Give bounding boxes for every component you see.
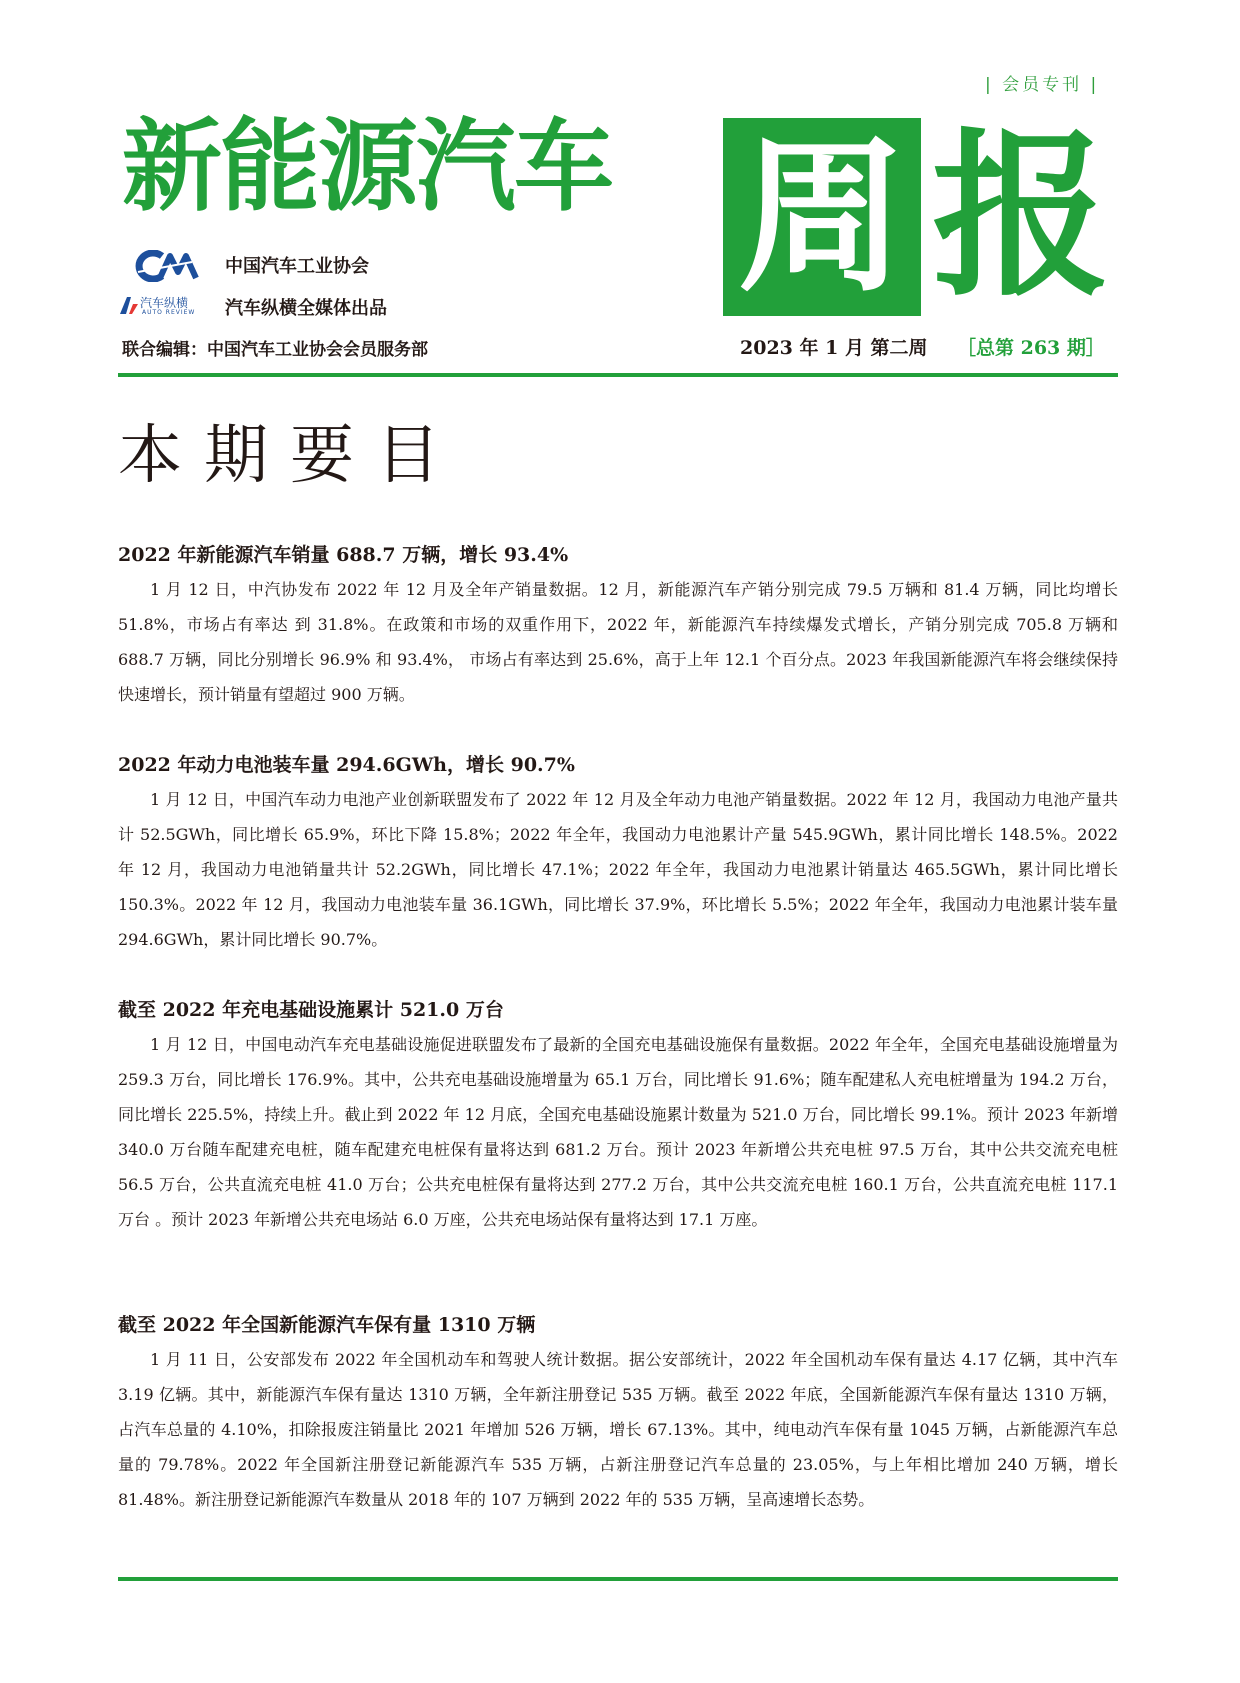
article-3 xyxy=(118,995,1118,1237)
article-body: 1 月 12 日，中国汽车动力电池产业创新联盟发布了 2022 年 12 月及全年动力电池产销量数据。2022 年 12 月，我国动力电池产量共计 52.5GWh，同比增长 65.9%，环比下降 15.8%；2022 年全年，我国动力电池累计产量 545.9GWh，累计同比增长 148.5%。2022 年 12 月，我国动力电池销量共计 52.2GWh，同比增长 47.1%；2022 年全年，我国动力电池累计销量达 465.5GWh，累计同比增长 150.3%。2022 年 12 月，我国动力电池装车量 36.1GWh，同比增长 37.9%，环比增长 5.5%；2022 年全年，我国动力电池累计装车量 294.6GWh，累计同比增长 90.7%。 xyxy=(118,790,1118,949)
title-bao-char: 报 xyxy=(932,113,1110,320)
auto-review-logo-cn: 汽车纵横 xyxy=(140,296,189,310)
title-zhou-box xyxy=(723,118,921,316)
article-body: 1 月 12 日，中汽协发布 2022 年 12 月及全年产销量数据。12 月，新能源汽车产销分别完成 79.5 万辆和 81.4 万辆，同比均增长 51.8%，市场占有率达 到 31.8%。在政策和市场的双重作用下，2022 年，新能源汽车持续爆发式增长，产销分别完成 705.8 万辆和 688.7 万辆，同比分别增长 96.9% 和 93.4%， 市场占有率达到 25.6%，高于上年 12.1 个百分点。2023 年我国新能源汽车将会继续保持快速增长，预计销量有望超过 900 万辆。 xyxy=(118,580,1118,704)
member-edition-tag: | 会员专刊 | xyxy=(985,75,1100,95)
joint-editor-line: 联合编辑：中国汽车工业协会会员服务部 xyxy=(122,340,428,360)
auto-review-mark-icon xyxy=(118,294,140,316)
title-zhou-char: 周 xyxy=(738,119,906,315)
article-title: 2022 年新能源汽车销量 688.7 万辆，增长 93.4% xyxy=(118,544,569,566)
issue-number: ［总第 263 期］ xyxy=(957,337,1105,359)
toc-heading: 本期要目 xyxy=(118,419,462,493)
newsletter-title: 新能源汽车 xyxy=(122,108,612,225)
article-4 xyxy=(118,1310,1118,1517)
issue-date: 2023 年 1 月 第二周 xyxy=(740,337,928,359)
article-body: 1 月 12 日，中国电动汽车充电基础设施促进联盟发布了最新的全国充电基础设施保有量数据。2022 年全年，全国充电基础设施增量为 259.3 万台，同比增长 176.9%。其中，公共充电基础设施增量为 65.1 万台，同比增长 91.6%；随车配建私人充电桩增量为 194.2 万台，同比增长 225.5%，持续上升。截止到 2022 年 12 月底，全国充电基础设施累计数量为 521.0 万台，同比增长 99.1%。预计 2023 年新增 340.0 万台随车配建充电桩，随车配建充电桩保有量将达到 681.2 万台。预计 2023 年新增公共充电桩 97.5 万台，其中公共交流充电桩 56.5 万台，公共直流充电桩 41.0 万台；公共充电桩保有量将达到 277.2 万台，其中公共交流充电桩 160.1 万台，公共直流充电桩 117.1 万台 。预计 2023 年新增公共充电场站 6.0 万座，公共充电场站保有量将达到 17.1 万座。 xyxy=(118,1035,1118,1229)
header-divider xyxy=(118,373,1118,377)
article-2 xyxy=(118,750,1118,957)
footer-divider xyxy=(118,1577,1118,1581)
article-title: 2022 年动力电池装车量 294.6GWh，增长 90.7% xyxy=(118,754,575,776)
caam-org-name: 中国汽车工业协会 xyxy=(225,256,369,277)
article-1 xyxy=(118,540,1118,712)
article-body: 1 月 11 日，公安部发布 2022 年全国机动车和驾驶人统计数据。据公安部统计，2022 年全国机动车保有量达 4.17 亿辆，其中汽车 3.19 亿辆。其中，新能源汽车保有量达 1310 万辆，全年新注册登记 535 万辆。截至 2022 年底，全国新能源汽车保有量达 1310 万辆，占汽车总量的 4.10%，扣除报废注销量比 2021 年增加 526 万辆，增长 67.13%。其中，纯电动汽车保有量 1045 万辆，占新能源汽车总量的 79.78%。2022 年全国新注册登记新能源汽车 535 万辆，占新注册登记汽车总量的 23.05%，与上年相比增加 240 万辆，增长 81.48%。新注册登记新能源汽车数量从 2018 年的 107 万辆到 2022 年的 535 万辆，呈高速增长态势。 xyxy=(118,1350,1118,1509)
auto-review-logo xyxy=(118,294,218,320)
article-title: 截至 2022 年全国新能源汽车保有量 1310 万辆 xyxy=(118,1314,536,1336)
caam-logo-icon xyxy=(132,250,202,282)
article-title: 截至 2022 年充电基础设施累计 521.0 万台 xyxy=(118,999,504,1021)
auto-review-org-name: 汽车纵横全媒体出品 xyxy=(225,298,387,319)
auto-review-logo-en: AUTO REVIEW xyxy=(142,309,196,316)
